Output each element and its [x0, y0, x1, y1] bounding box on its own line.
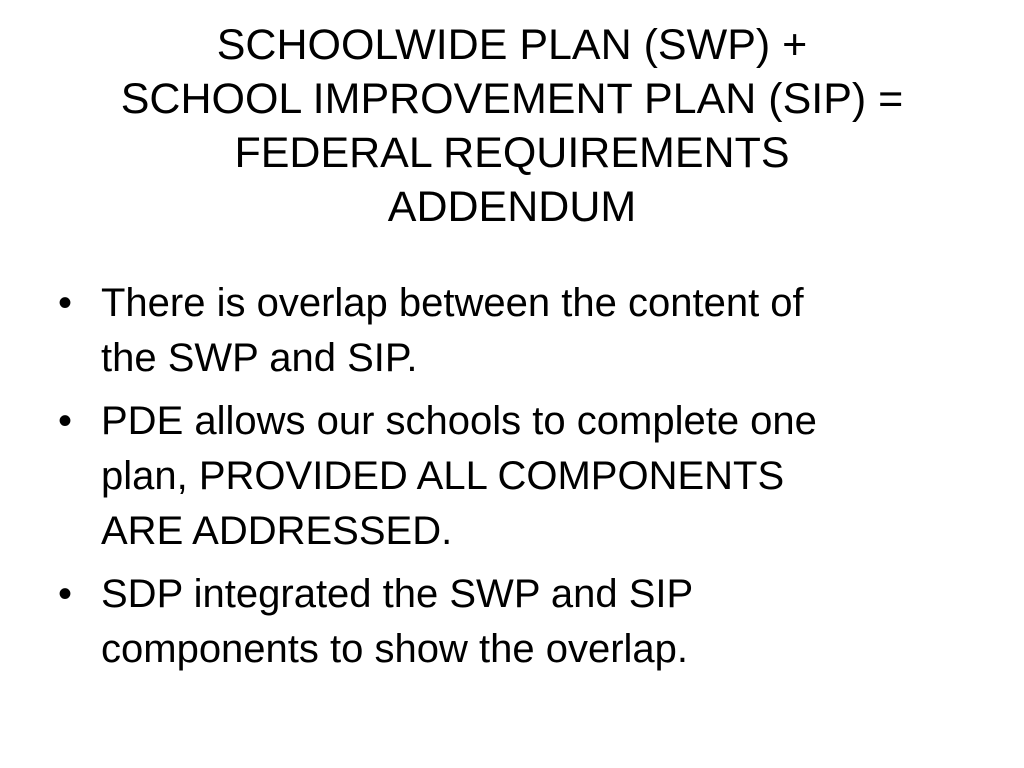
bullet-list: [58, 276, 958, 685]
title-line: SCHOOLWIDE PLAN (SWP) +: [216, 21, 808, 69]
bullet-line: the SWP and SIP.: [101, 336, 418, 380]
title-line: SCHOOL IMPROVEMENT PLAN (SIP) =: [120, 75, 904, 123]
bullet-item: [58, 276, 958, 386]
bullet-item: [58, 394, 958, 559]
bullet-icon: •: [58, 399, 73, 443]
title-line: ADDENDUM: [387, 183, 637, 231]
title-line: FEDERAL REQUIREMENTS: [234, 129, 790, 177]
bullet-line: ARE ADDRESSED.: [101, 509, 453, 553]
bullet-line: SDP integrated the SWP and SIP: [101, 572, 694, 616]
bullet-icon: •: [58, 572, 73, 616]
bullet-text: [101, 276, 958, 386]
bullet-line: components to show the overlap.: [101, 627, 689, 671]
bullet-item: [58, 567, 958, 677]
bullet-text: [101, 567, 958, 677]
bullet-text: [101, 394, 958, 559]
bullet-line: PDE allows our schools to complete one: [101, 399, 817, 443]
slide-title: [30, 18, 994, 234]
bullet-line: plan, PROVIDED ALL COMPONENTS: [101, 454, 785, 498]
bullet-icon: •: [58, 281, 73, 325]
bullet-line: There is overlap between the content of: [101, 281, 804, 325]
